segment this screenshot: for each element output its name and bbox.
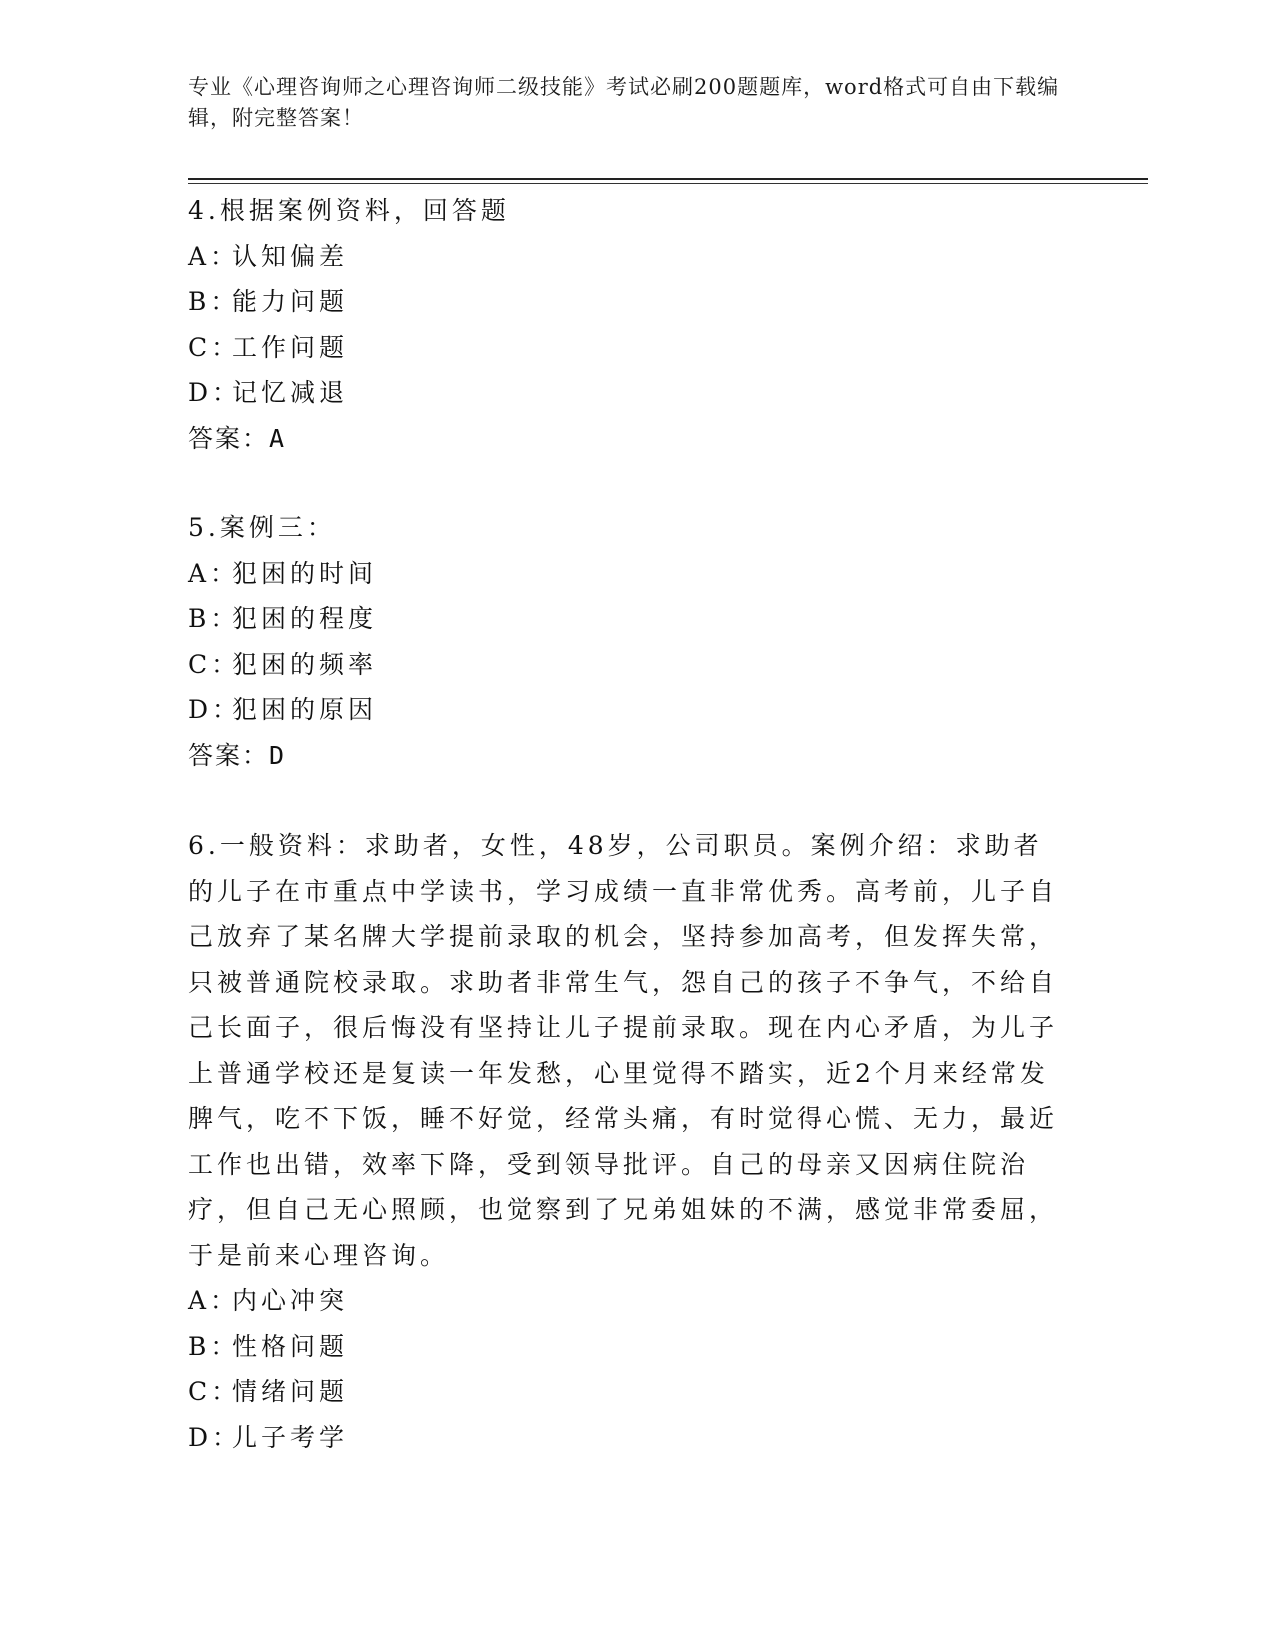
answer-value: A — [269, 423, 287, 453]
document-header: 专业《心理咨询师之心理咨询师二级技能》考试必刷200题题库，word格式可自由下载编辑，附完整答案！ — [188, 75, 1060, 130]
option-d — [188, 370, 1068, 416]
option-b — [188, 1324, 1068, 1370]
option-c — [188, 1369, 1068, 1415]
question-stem: 6.一般资料：求助者，女性，48岁，公司职员。案例介绍：求助者的儿子在市重点中学读书，学习成绩一直非常优秀。高考前，儿子自己放弃了某名牌大学提前录取的机会，坚持参加高考，但发挥失常，只被普通院校录取。求助者非常生气，怨自己的孩子不争气，不给自己长面子，很后悔没有坚持让儿子提前录取。现在内心矛盾，为儿子上普通学校还是复读一年发愁，心里觉得不踏实，近2个月来经常发脾气，吃不下饭，睡不好觉，经常头痛，有时觉得心慌、无力，最近工作也出错，效率下降，受到领导批评。自己的母亲又因病住院治疗，但自己无心照顾，也觉察到了兄弟姐妹的不满，感觉非常委屈，于是前来心理咨询。 — [188, 831, 1059, 1270]
option-key: A： — [188, 241, 240, 271]
option-d — [188, 687, 1068, 733]
answer-line — [188, 733, 1068, 779]
option-key: B： — [188, 1331, 240, 1361]
option-text: 犯困的时间 — [232, 558, 378, 588]
option-a — [188, 1278, 1068, 1324]
option-c — [188, 325, 1068, 371]
option-text: 能力问题 — [232, 287, 349, 316]
option-text: 犯困的程度 — [232, 604, 378, 633]
option-key: C： — [188, 649, 241, 679]
question-6 — [188, 823, 1068, 1460]
question-4 — [188, 188, 1068, 461]
option-c — [188, 642, 1068, 688]
question-stem: 4.根据案例资料，回答题 — [188, 196, 510, 225]
option-key: C： — [188, 332, 241, 362]
answer-label: 答案： — [188, 740, 270, 770]
question-5 — [188, 505, 1068, 778]
option-a — [188, 551, 1068, 597]
question-stem: 5.案例三： — [188, 513, 336, 542]
option-key: A： — [188, 1286, 240, 1315]
option-b — [188, 596, 1068, 642]
option-text: 儿子考学 — [232, 1422, 349, 1452]
option-key: B： — [188, 604, 240, 633]
answer-value: D — [269, 740, 287, 770]
option-text: 认知偏差 — [232, 241, 349, 271]
option-key: C： — [188, 1377, 241, 1406]
header-divider-thick — [188, 178, 1148, 180]
answer-line — [188, 416, 1068, 462]
option-text: 情绪问题 — [232, 1377, 349, 1406]
option-text: 工作问题 — [232, 332, 349, 362]
answer-label: 答案： — [188, 423, 270, 453]
option-b — [188, 279, 1068, 325]
option-key: D： — [188, 378, 242, 407]
option-text: 记忆减退 — [232, 378, 349, 407]
option-text: 犯困的原因 — [232, 695, 378, 724]
option-a — [188, 234, 1068, 280]
option-key: B： — [188, 287, 240, 316]
option-key: D： — [188, 1422, 242, 1452]
option-text: 性格问题 — [232, 1331, 349, 1361]
option-key: D： — [188, 695, 242, 724]
option-key: A： — [188, 558, 240, 588]
option-text: 犯困的频率 — [232, 649, 378, 679]
header-divider-thin — [188, 183, 1148, 184]
option-text: 内心冲突 — [232, 1286, 349, 1315]
option-d — [188, 1415, 1068, 1461]
